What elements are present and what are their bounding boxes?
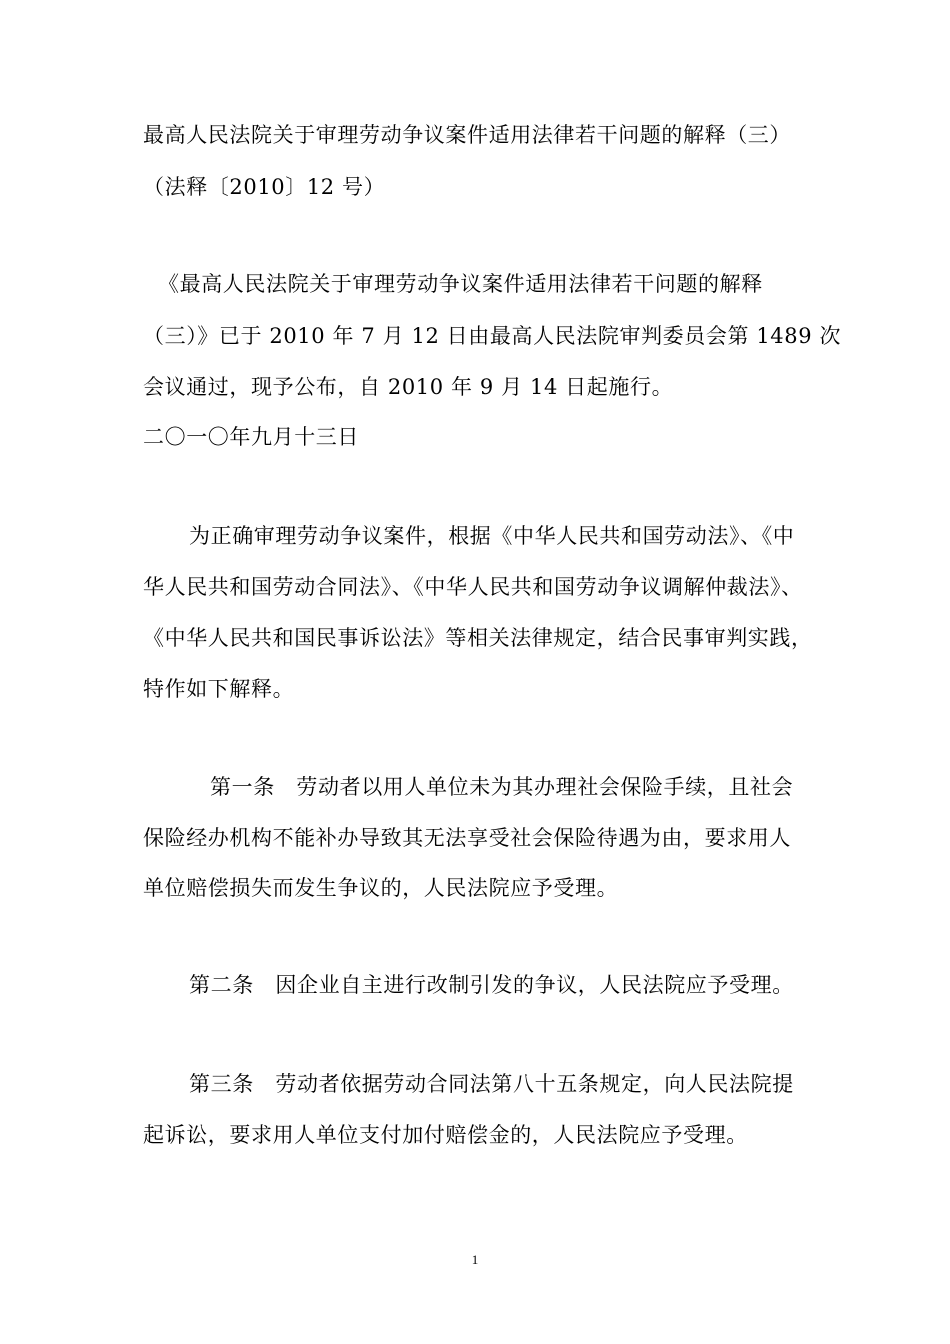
article-1-line: 第一条 劳动者以用人单位未为其办理社会保险手续，且社会	[210, 775, 794, 799]
document-title: 最高人民法院关于审理劳动争议案件适用法律若干问题的解释（三）	[143, 123, 791, 147]
preamble-line: 华人民共和国劳动合同法》、《中华人民共和国劳动争议调解仲裁法》、	[143, 575, 803, 599]
article-1-line: 单位赔偿损失而发生争议的，人民法院应予受理。	[143, 876, 619, 900]
preamble-line: 《中华人民共和国民事诉讼法》等相关法律规定，结合民事审判实践，	[143, 626, 813, 650]
announcement-line: 会议通过，现予公布，自 2010 年 9 月 14 日起施行。	[143, 375, 674, 399]
preamble-line: 特作如下解释。	[143, 677, 295, 701]
article-3-line: 第三条 劳动者依据劳动合同法第八十五条规定，向人民法院提	[189, 1072, 794, 1096]
article-2-line: 第二条 因企业自主进行改制引发的争议，人民法院应予受理。	[189, 973, 794, 997]
article-3-line: 起诉讼，要求用人单位支付加付赔偿金的，人民法院应予受理。	[143, 1123, 748, 1147]
article-1-line: 保险经办机构不能补办导致其无法享受社会保险待遇为由，要求用人	[143, 826, 791, 850]
promulgation-date: 二〇一〇年九月十三日	[143, 425, 359, 449]
announcement-line: 《最高人民法院关于审理劳动争议案件适用法律若干问题的解释	[158, 272, 763, 296]
page-number: 1	[471, 1252, 479, 1267]
document-number: （法释〔2010〕12 号）	[143, 175, 386, 199]
announcement-line: （三）》已于 2010 年 7 月 12 日由最高人民法院审判委员会第 1489 次	[143, 324, 842, 348]
preamble-line: 为正确审理劳动争议案件，根据《中华人民共和国劳动法》、《中	[189, 524, 795, 548]
